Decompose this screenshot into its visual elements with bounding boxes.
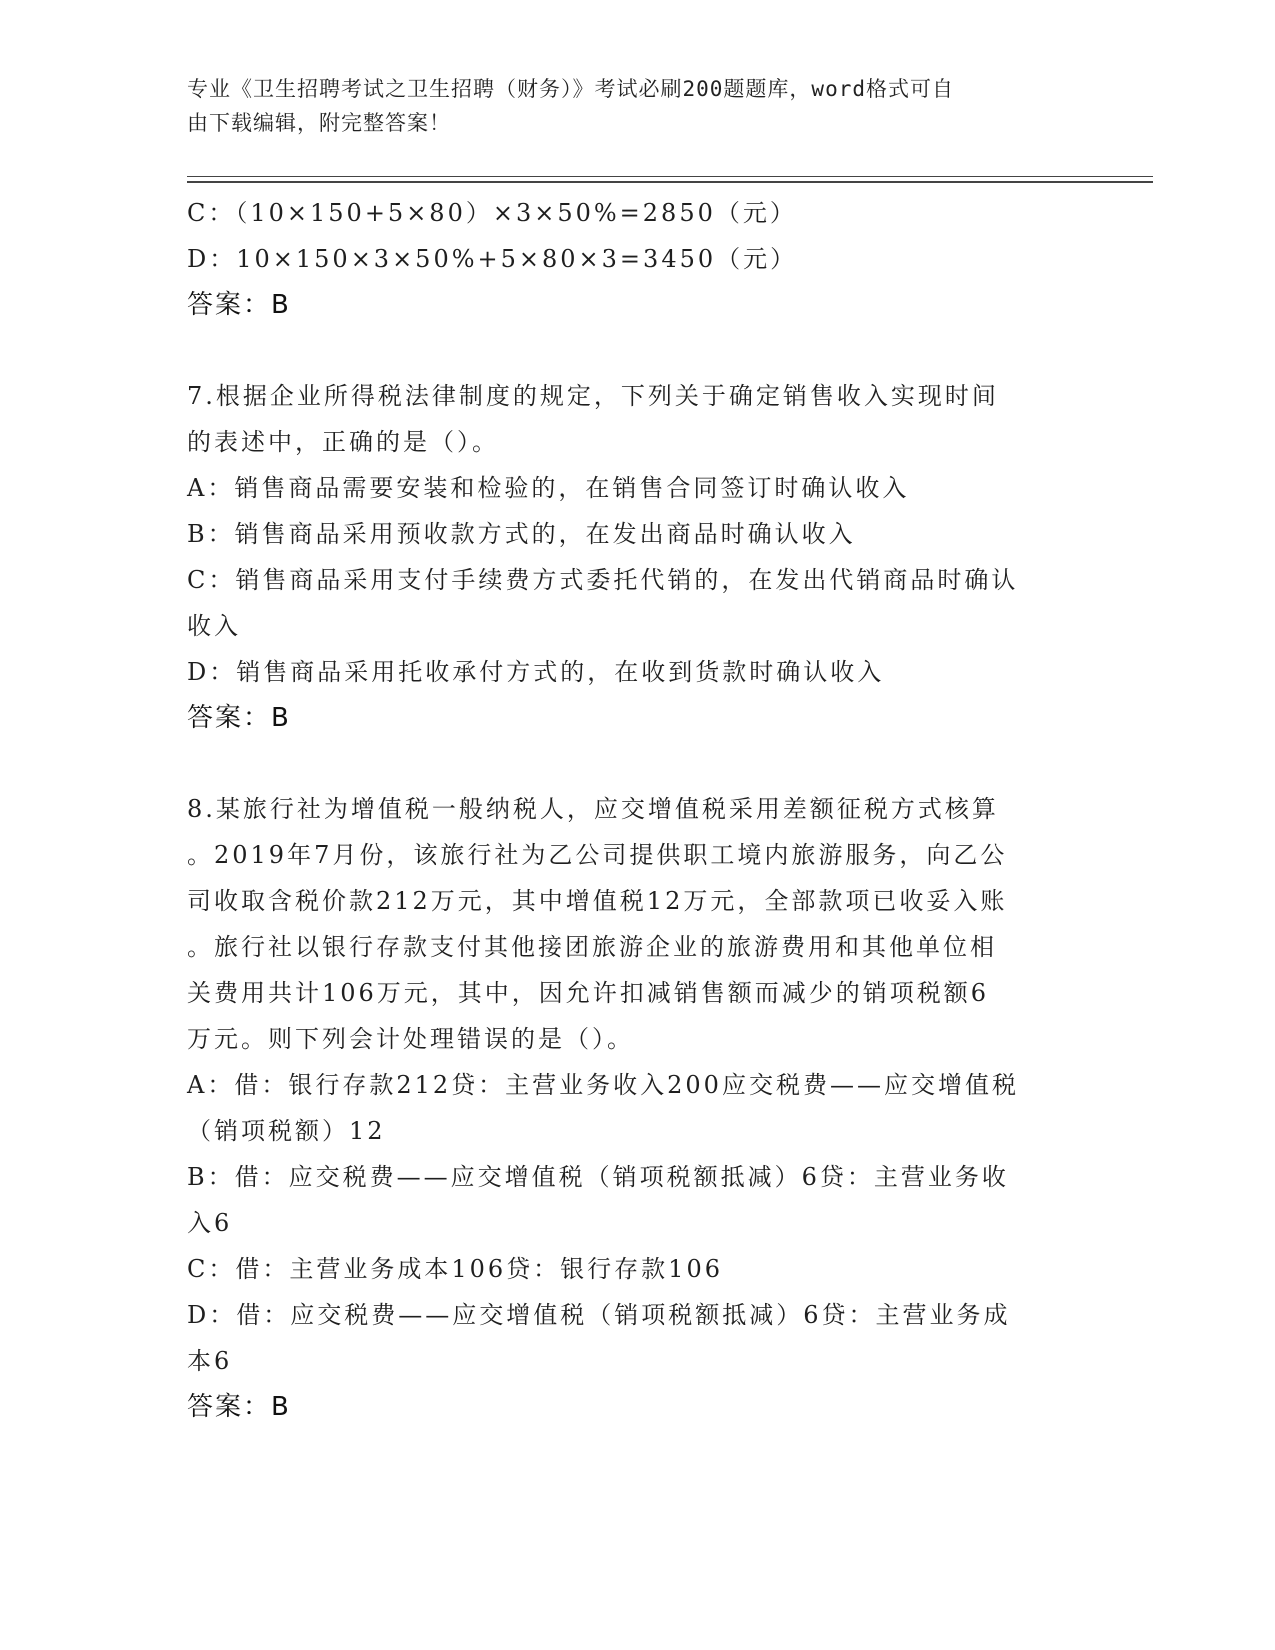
q7-stem-line-2: 的表述中，正确的是（）。 (187, 428, 499, 456)
q8-stem-line-2: 。2019年7月份，该旅行社为乙公司提供职工境内旅游服务，向乙公 (187, 841, 1008, 869)
document-body (187, 190, 1087, 1430)
question-7 (187, 373, 1087, 741)
q7-answer: 答案：B (187, 703, 291, 733)
spacer (187, 741, 1087, 786)
header-line-1: 专业《卫生招聘考试之卫生招聘（财务）》考试必刷200题题库，word格式可自 (187, 77, 954, 101)
q7-option-c-line-2: 收入 (187, 612, 241, 640)
q7-option-c-line-1: C：销售商品采用支付手续费方式委托代销的，在发出代销商品时确认 (187, 566, 1019, 594)
header-rule-thick (187, 181, 1153, 183)
q7-option-a: A：销售商品需要安装和检验的，在销售合同签订时确认收入 (187, 474, 910, 502)
prev-option-c: C：（10×150+5×80）×3×50%=2850（元） (187, 199, 797, 227)
q8-option-c: C：借：主营业务成本106贷：银行存款106 (187, 1255, 723, 1283)
q8-option-a-line-1: A：借：银行存款212贷：主营业务收入200应交税费——应交增值税 (187, 1071, 1019, 1099)
q8-stem-line-4: 。旅行社以银行存款支付其他接团旅游企业的旅游费用和其他单位相 (187, 933, 997, 961)
q8-option-b-line-1: B：借：应交税费——应交增值税（销项税额抵减）6贷：主营业务收 (187, 1163, 1009, 1191)
prev-answer: 答案：B (187, 290, 291, 320)
q8-option-d-line-1: D：借：应交税费——应交增值税（销项税额抵减）6贷：主营业务成 (187, 1301, 1011, 1329)
q7-option-d: D：销售商品采用托收承付方式的，在收到货款时确认收入 (187, 658, 885, 686)
header-rule-thin (187, 176, 1153, 177)
prev-option-d: D：10×150×3×50%+5×80×3=3450（元） (187, 245, 798, 273)
q8-stem-line-5: 关费用共计106万元，其中，因允许扣减销售额而减少的销项税额6 (187, 979, 990, 1007)
q7-stem-line-1: 7.根据企业所得税法律制度的规定，下列关于确定销售收入实现时间 (187, 382, 999, 410)
q8-stem-line-1: 8.某旅行社为增值税一般纳税人，应交增值税采用差额征税方式核算 (187, 795, 999, 823)
q8-option-b-line-2: 入6 (187, 1209, 233, 1237)
question-8 (187, 786, 1087, 1430)
q8-option-d-line-2: 本6 (187, 1347, 233, 1375)
q7-option-b: B：销售商品采用预收款方式的，在发出商品时确认收入 (187, 520, 856, 548)
q8-stem-line-3: 司收取含税价款212万元，其中增值税12万元，全部款项已收妥入账 (187, 887, 1008, 915)
q8-option-a-line-2: （销项税额）12 (187, 1117, 386, 1145)
spacer (187, 328, 1087, 373)
q8-stem-line-6: 万元。则下列会计处理错误的是（）。 (187, 1025, 634, 1053)
previous-question-tail (187, 190, 1087, 328)
q8-answer: 答案：B (187, 1392, 291, 1422)
header-line-2: 由下载编辑，附完整答案！ (187, 111, 451, 135)
page-header (187, 72, 1087, 140)
